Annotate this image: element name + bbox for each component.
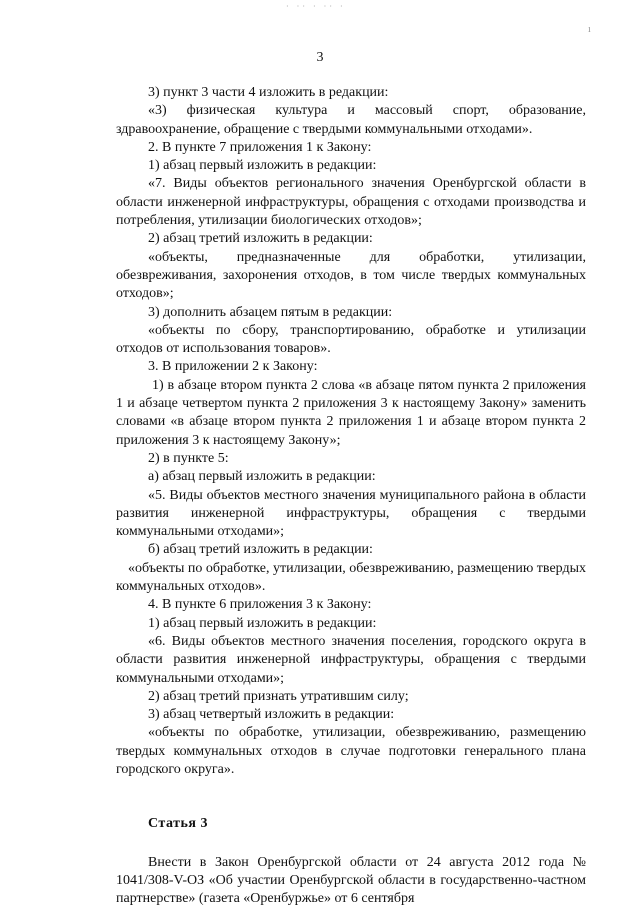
paragraph: б) абзац третий изложить в редакции: bbox=[148, 542, 373, 558]
paragraph: 3) дополнить абзацем пятым в редакции: bbox=[148, 304, 393, 320]
paragraph: а) абзац первый изложить в редакции: bbox=[148, 469, 376, 485]
article-paragraph: Внести в Закон Оренбургской области от 24 августа 2012 года № 1041/308-V-ОЗ «Об участии Оренбургской области в государственно-частном партнерстве» (газета «Оренбуржье» от 6 сентября bbox=[116, 854, 586, 907]
spacer bbox=[116, 834, 586, 854]
paragraph: «5. Виды объектов местного значения муниципального района в области развития инженерной инфраструктуры, обращения с твердыми коммунальными отходами»; bbox=[116, 487, 586, 540]
paragraph: 2. В пункте 7 приложения 1 к Закону: bbox=[148, 139, 372, 155]
paragraph: 3. В приложении 2 к Закону: bbox=[148, 359, 318, 375]
scan-artifact: · ·· · ·· · bbox=[286, 2, 346, 11]
paragraph: 3) пункт 3 части 4 изложить в редакции: bbox=[148, 85, 389, 100]
document-body bbox=[116, 84, 586, 908]
paragraph: «3) физическая культура и массовый спорт, образование, здравоохранение, обращение с твердыми коммунальными отходами». bbox=[116, 103, 586, 137]
paragraph: 2) абзац третий изложить в редакции: bbox=[148, 231, 373, 247]
paragraph: «объекты, предназначенные для обработки, утилизации, обезвреживания, захоронения отходов, в том числе твердых коммунальных отходов»; bbox=[116, 249, 586, 302]
paragraph: 2) абзац третий признать утратившим силу; bbox=[148, 688, 409, 704]
paragraph: 1) в абзаце втором пункта 2 слова «в абзаце пятом пункта 2 приложения 1 и абзаце четвертом пункта 2 приложения 3 к настоящему Закону» заменить словами «в абзаце втором пункта 2 приложения 1 и абзаце втором пункта 2 приложения 3 к настоящему Закону»; bbox=[116, 377, 586, 448]
paragraph: 2) в пункте 5: bbox=[148, 450, 229, 466]
paragraph: «объекты по сбору, транспортированию, обработке и утилизации отходов от использования товаров». bbox=[116, 322, 586, 357]
scan-artifact: ı bbox=[588, 24, 594, 35]
paragraph: «7. Виды объектов регионального значения Оренбургской области в области инженерной инфраструктуры, обращения с отходами производства и потребления, утилизации биологических отходов»; bbox=[116, 176, 586, 229]
article-heading: Статья 3 bbox=[148, 816, 208, 832]
page-number: 3 bbox=[316, 50, 324, 65]
paragraph: «объекты по обработке, утилизации, обезвреживанию, размещению твердых коммунальных отходов в случае подготовки генерального плана городского округа». bbox=[116, 725, 586, 777]
paragraph: «6. Виды объектов местного значения поселения, городского округа в области развития инженерной инфраструктуры, обращения с твердыми коммунальными отходами»; bbox=[116, 633, 586, 686]
spacer bbox=[116, 779, 586, 815]
paragraph: «объекты по обработке, утилизации, обезвреживанию, размещению твердых коммунальных отходов». bbox=[116, 560, 586, 595]
paragraph: 1) абзац первый изложить в редакции: bbox=[148, 158, 377, 174]
paragraph: 3) абзац четвертый изложить в редакции: bbox=[148, 707, 395, 723]
paragraph: 4. В пункте 6 приложения 3 к Закону: bbox=[148, 597, 372, 613]
paragraph: 1) абзац первый изложить в редакции: bbox=[148, 615, 377, 631]
